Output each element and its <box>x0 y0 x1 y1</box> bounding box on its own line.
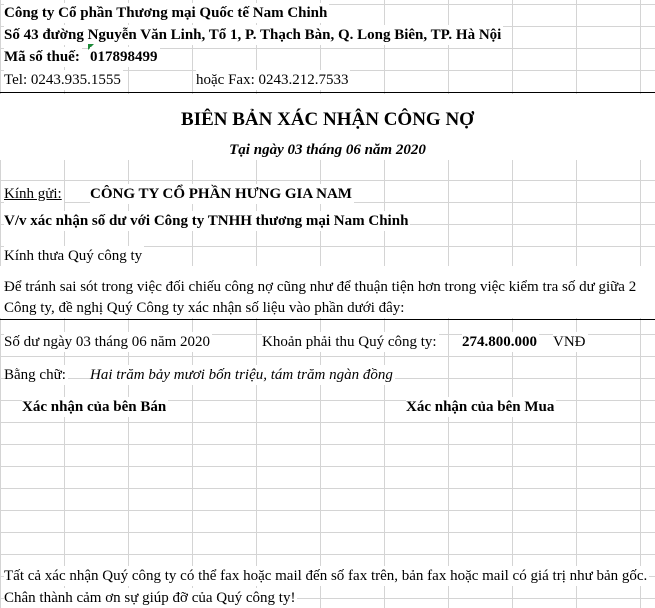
document-title: BIÊN BẢN XÁC NHẬN CÔNG NỢ <box>181 109 474 130</box>
buyer-confirmation: Xác nhận của bên Mua <box>406 399 555 415</box>
header-divider <box>0 92 655 93</box>
words-label: Bằng chữ: <box>4 367 66 383</box>
fax-number: hoặc Fax: 0243.212.7533 <box>196 72 349 88</box>
receivable-label: Khoản phải thu Quý công ty: <box>262 334 437 350</box>
subject-line: V/v xác nhận số dư với Công ty TNHH thương mại Nam Chinh <box>4 213 409 229</box>
greeting: Kính thưa Quý công ty <box>4 248 143 264</box>
to-label: Kính gửi: <box>4 186 62 202</box>
balance-amount: 274.800.000 <box>462 334 537 350</box>
tax-code: 017898499 <box>90 49 158 65</box>
to-company: CÔNG TY CỔ PHẦN HƯNG GIA NAM <box>90 186 352 202</box>
balance-date-label: Số dư ngày 03 tháng 06 năm 2020 <box>4 334 211 350</box>
amount-in-words: Hai trăm bảy mươi bốn triệu, tám trăm ngàn đồng <box>90 367 393 383</box>
tel-number: Tel: 0243.935.1555 <box>4 72 121 88</box>
seller-confirmation: Xác nhận của bên Bán <box>22 399 167 415</box>
company-address: Số 43 đường Nguyễn Văn Linh, Tổ 1, P. Thạch Bàn, Q. Long Biên, TP. Hà Nội <box>4 27 502 43</box>
body-divider <box>0 319 655 320</box>
footer-thanks: Chân thành cảm ơn sự giúp đỡ của Quý công ty! <box>4 590 296 606</box>
currency-label: VNĐ <box>553 334 586 350</box>
document-date: Tại ngày 03 tháng 06 năm 2020 <box>229 142 426 158</box>
body-line-1: Để tránh sai sót trong việc đối chiếu công nợ cũng như để thuận tiện hơn trong việc kiểm tra số dư giữa 2 <box>4 279 637 295</box>
body-line-2: Công ty, đề nghị Quý Công ty xác nhận số liệu vào phần dưới đây: <box>4 300 405 316</box>
tax-label: Mã số thuế: <box>4 49 80 65</box>
footer-note: Tất cả xác nhận Quý công ty có thể fax hoặc mail đến số fax trên, bản fax hoặc mail có giá trị như bản gốc. <box>4 568 648 584</box>
company-name: Công ty Cổ phần Thương mại Quốc tế Nam Chinh <box>4 5 328 21</box>
